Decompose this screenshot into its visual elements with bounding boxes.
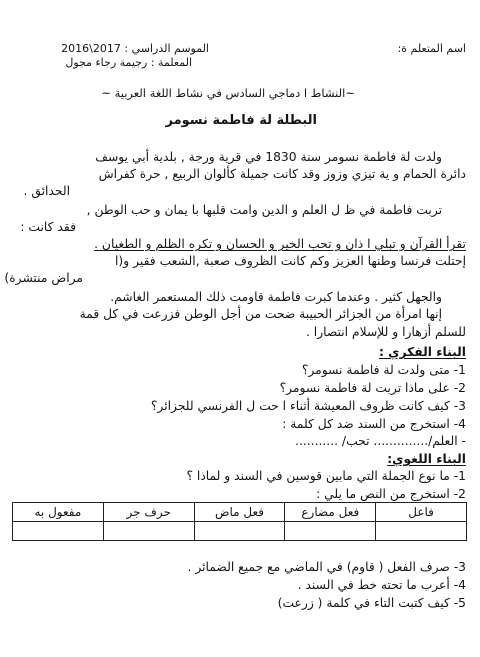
table-answer-cell[interactable] bbox=[376, 522, 467, 541]
linguistic-question-2: 2- استخرج من النص ما يلي : bbox=[316, 487, 466, 501]
activity-title: ~النشاط ا دماجي السادس في نشاط اللغة العربية ~ bbox=[101, 86, 355, 100]
passage-line-5: فقد كانت : bbox=[20, 220, 76, 234]
student-name-label: اسم المتعلم ة: bbox=[397, 42, 466, 55]
linguistic-question-3: 3- صرف الفعل ( قاوم) في الماضي مع جميع الضمائر . bbox=[187, 560, 466, 574]
antonym-blanks: - العلم/.............. تحب/ ........... bbox=[295, 434, 466, 448]
passage-line-3: الحدائق . bbox=[23, 184, 70, 198]
table-header-cell: حرف جر bbox=[103, 503, 194, 522]
table-answer-cell[interactable] bbox=[103, 522, 194, 541]
table-header-cell: فعل مضارع bbox=[285, 503, 376, 522]
passage-line-1: ولدت لة فاطمة نسومر سنة 1830 في قرية ورجة , بلدية أبي يوسف bbox=[95, 150, 442, 164]
passage-line-9: والجهل كثير . وعندما كبرت فاطمة قاومت ذلك المستعمر الغاشم. bbox=[110, 290, 442, 304]
table-answer-cell[interactable] bbox=[13, 522, 104, 541]
table-header-cell: فعل ماض bbox=[194, 503, 285, 522]
intellectual-question-3: 3- كيف كانت ظروف المعيشة أثناء ا حت ل الفرنسي للجزائر؟ bbox=[150, 399, 466, 413]
linguistic-question-5: 5- كيف كتبت التاء في كلمة ( زرعت) bbox=[277, 596, 466, 610]
passage-line-7: إحتلت فرنسا وطنها العزيز وكم كانت الظروف صعبة ,الشعب فقير و(ا bbox=[115, 254, 466, 268]
table-header-cell: فاعل bbox=[376, 503, 467, 522]
intellectual-question-2: 2- على ماذا تربت لة فاطمة نسومر؟ bbox=[279, 381, 466, 395]
passage-line-6: تقرأ القرآن و تبلي ا ذان و تحب الخير و الحسان و تكره الظلم و الطغيان . bbox=[94, 237, 466, 251]
linguistic-question-1: 1- ما نوع الجملة التي مابين قوسين في السند و لماذا ؟ bbox=[186, 469, 466, 483]
table-answer-cell[interactable] bbox=[285, 522, 376, 541]
table-answer-cell[interactable] bbox=[194, 522, 285, 541]
extraction-table bbox=[12, 502, 467, 541]
teacher-name: المعلمة : رجيمة رجاء مجول bbox=[65, 56, 192, 69]
intellectual-question-1: 1- متى ولدت لة فاطمة نسومر؟ bbox=[301, 363, 466, 377]
table-header-row bbox=[13, 503, 467, 522]
passage-line-10: إنها امرأة من الجزائر الحبيبة ضحت من أجل الوطن فزرعت في كل قمة bbox=[79, 307, 442, 321]
intellectual-question-4: 4- استخرج من السند ضد كل كلمة : bbox=[282, 417, 466, 431]
passage-line-2: دائرة الحمام و ية تيزي وزوز وقد كانت جميلة كألوان الربيع , حرة كفراش bbox=[98, 167, 466, 181]
linguistic-question-4: 4- أعرب ما تحته خط في السند . bbox=[297, 578, 466, 592]
passage-line-4: تربت فاطمة في ظ ل العلم و الدين وامت قلبها با يمان و حب الوطن , bbox=[86, 203, 442, 217]
passage-line-8: مراض منتشرة) bbox=[4, 271, 83, 285]
document-title: البطلة لة فاطمة نسومر bbox=[165, 113, 317, 128]
table-answer-row[interactable] bbox=[13, 522, 467, 541]
passage-line-11: للسلم أزهارا و للإسلام انتصارا . bbox=[305, 325, 466, 339]
linguistic-heading: البناء اللغوي: bbox=[387, 452, 466, 466]
school-year: الموسم الدراسي : 2017\2016 bbox=[61, 42, 209, 55]
table-header-cell: مفعول به bbox=[13, 503, 104, 522]
intellectual-heading: البناء الفكري : bbox=[378, 345, 466, 359]
